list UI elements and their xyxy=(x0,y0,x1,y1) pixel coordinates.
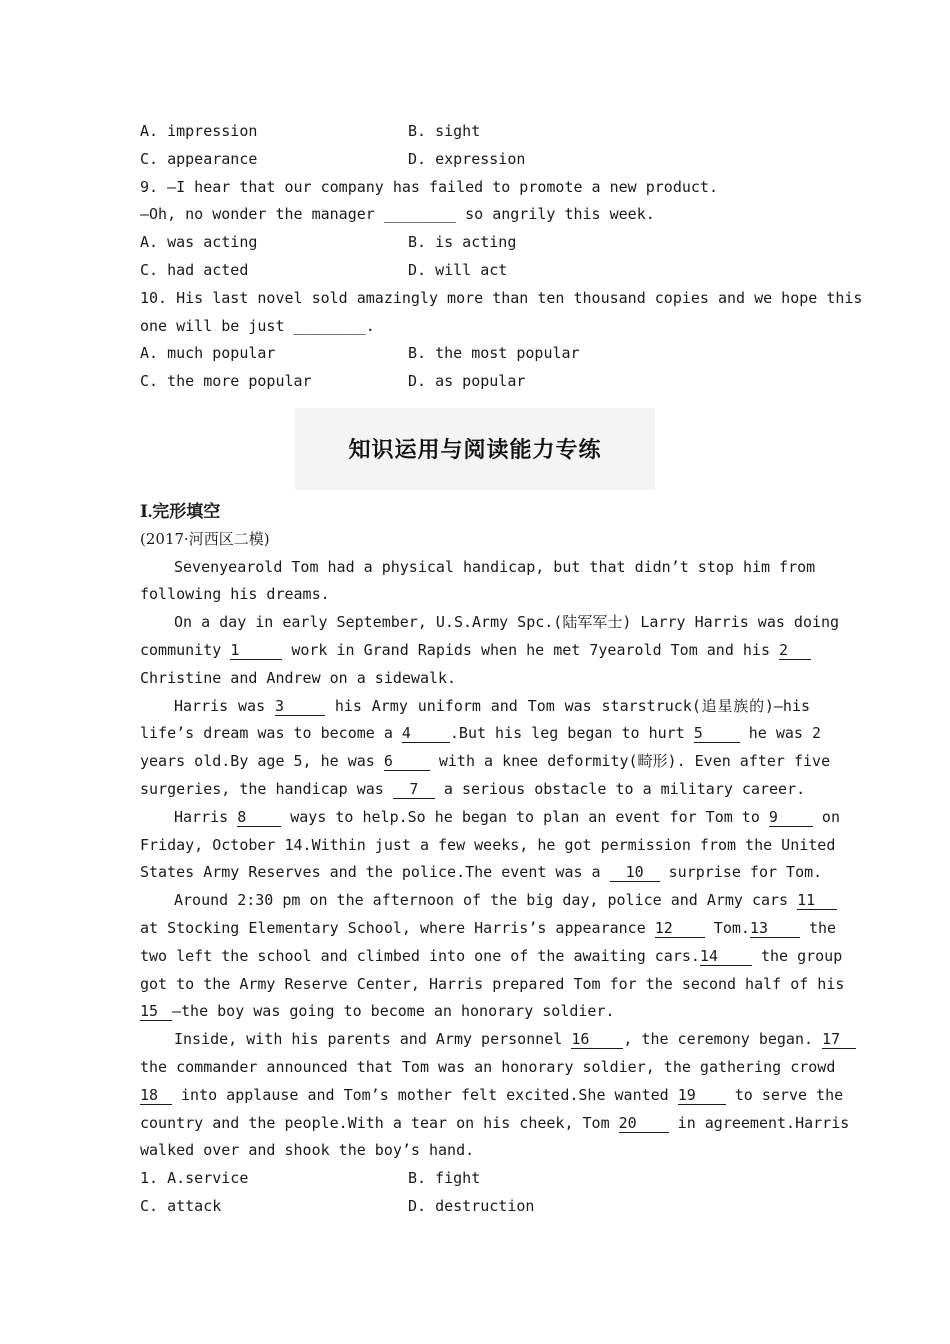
q10-options-row2 xyxy=(140,368,810,396)
q9-option-a[interactable]: A. was acting xyxy=(140,233,258,252)
blank-6[interactable]: 6 xyxy=(384,752,430,771)
blank-14[interactable]: 14 xyxy=(700,947,752,966)
blank-8[interactable]: 8 xyxy=(237,808,281,827)
q1-options-row1 xyxy=(140,1165,810,1193)
blank-19[interactable]: 19 xyxy=(678,1086,726,1105)
passage-line: following his dreams. xyxy=(140,585,330,604)
passage-line: Christine and Andrew on a sidewalk. xyxy=(140,668,457,687)
blank-11[interactable]: 11 xyxy=(797,891,837,910)
passage-line: the commander announced that Tom was an honorary soldier, the gathering crowd xyxy=(140,1057,836,1076)
passage-line: Around 2:30 pm on the afternoon of the big day, police and Army cars 11 xyxy=(140,887,810,915)
blank-7[interactable]: 7 xyxy=(393,780,435,799)
passage-line: 15 —the boy was going to become an honorary soldier. xyxy=(140,1002,615,1021)
blank-1[interactable]: 1 xyxy=(230,641,282,660)
blank-17[interactable]: 17 xyxy=(822,1030,856,1049)
blank-16[interactable]: 16 xyxy=(571,1030,623,1049)
q1-option-d[interactable]: D. destruction xyxy=(408,1196,535,1215)
q8-options-row2 xyxy=(140,146,810,174)
passage-line: got to the Army Reserve Center, Harris prepared Tom for the second half of his xyxy=(140,974,845,993)
q9-blank: ________ xyxy=(383,205,457,224)
blank-9[interactable]: 9 xyxy=(769,808,813,827)
q8-option-d[interactable]: D. expression xyxy=(408,149,526,168)
q8-options-row1 xyxy=(140,118,810,146)
source-note: (2017·河西区二模) xyxy=(140,529,270,548)
passage-line: Friday, October 14.Within just a few weeks, he got permission from the United xyxy=(140,835,836,854)
passage-line: community 1 work in Grand Rapids when he met 7yearold Tom and his 2 xyxy=(140,637,810,665)
blank-18[interactable]: 18 xyxy=(140,1086,172,1105)
blank-2[interactable]: 2 xyxy=(779,641,811,660)
passage-line: Harris 8 ways to help.So he began to plan an event for Tom to 9 on xyxy=(174,807,840,826)
q10-stem: 10. His last novel sold amazingly more than ten thousand copies and we hope this xyxy=(140,288,863,307)
q10-stem-cont: one will be just ________. xyxy=(140,316,375,335)
q8-option-c[interactable]: C. appearance xyxy=(140,149,258,168)
q10-option-d[interactable]: D. as popular xyxy=(408,372,526,391)
blank-10[interactable]: 10 xyxy=(610,863,660,882)
blank-15[interactable]: 15 xyxy=(140,1002,172,1021)
q9-reply-post: so angrily this week. xyxy=(456,205,655,224)
passage-line: surgeries, the handicap was 7 a serious obstacle to a military career. xyxy=(140,779,806,798)
blank-20[interactable]: 20 xyxy=(619,1114,669,1133)
q9-reply-pre: —Oh, no wonder the manager xyxy=(140,205,384,224)
q8-option-a[interactable]: A. impression xyxy=(140,122,258,140)
passage-line: at Stocking Elementary School, where Harris’s appearance 12 Tom.13 the xyxy=(140,918,837,937)
q9-stem-reply xyxy=(140,201,810,229)
q1-option-a[interactable]: 1. A.service xyxy=(140,1169,249,1188)
passage-line: walked over and shook the boy’s hand. xyxy=(140,1141,475,1160)
q10-option-a[interactable]: A. much popular xyxy=(140,344,276,363)
q8-option-b[interactable]: B. sight xyxy=(408,122,481,140)
passage-line: Inside, with his parents and Army personnel 16 , the ceremony began. 17 xyxy=(140,1026,810,1054)
q9-option-d[interactable]: D. will act xyxy=(408,260,508,279)
q1-options-row2 xyxy=(140,1193,810,1221)
passage xyxy=(140,554,850,1166)
q1-option-b[interactable]: B. fight xyxy=(408,1169,481,1188)
passage-line: Harris was 3 his Army uniform and Tom was starstruck(追星族的)—his xyxy=(174,696,811,715)
section-heading xyxy=(140,498,810,526)
blank-13[interactable]: 13 xyxy=(750,919,800,938)
banner-title: 知识运用与阅读能力专练 xyxy=(348,438,602,464)
q1-option-c[interactable]: C. attack xyxy=(140,1196,222,1215)
passage-line: States Army Reserves and the police.The event was a 10 surprise for Tom. xyxy=(140,863,823,882)
passage-line: country and the people.With a tear on his cheek, Tom 20 in agreement.Harris xyxy=(140,1113,850,1132)
blank-12[interactable]: 12 xyxy=(655,919,705,938)
q9-options-row1 xyxy=(140,229,810,257)
blank-3[interactable]: 3 xyxy=(275,697,325,716)
q9-option-b[interactable]: B. is acting xyxy=(408,233,517,252)
document-page xyxy=(140,118,863,1221)
q10-options-row1 xyxy=(140,340,810,368)
passage-line: life’s dream was to become a 4 .But his leg began to hurt 5 he was 2 xyxy=(140,724,822,743)
q9-stem: 9. —I hear that our company has failed to promote a new product. xyxy=(140,177,718,196)
blank-4[interactable]: 4 xyxy=(402,724,450,743)
passage-line: On a day in early September, U.S.Army Spc.(陆军军士) Larry Harris was doing xyxy=(174,613,840,632)
section-banner xyxy=(295,408,655,490)
passage-line: Sevenyearold Tom had a physical handicap, but that didn’t stop him from xyxy=(174,557,816,576)
passage-line: years old.By age 5, he was 6 with a knee deformity(畸形). Even after five xyxy=(140,752,831,771)
passage-line: 18 into applause and Tom’s mother felt excited.She wanted 19 to serve the xyxy=(140,1085,844,1104)
blank-5[interactable]: 5 xyxy=(694,724,740,743)
passage-line: two left the school and climbed into one of the awaiting cars.14 the group xyxy=(140,946,843,965)
q10-option-b[interactable]: B. the most popular xyxy=(408,344,580,363)
q9-option-c[interactable]: C. had acted xyxy=(140,260,249,279)
q9-options-row2 xyxy=(140,257,810,285)
q10-option-c[interactable]: C. the more popular xyxy=(140,372,312,391)
section-label: Ⅰ.完形填空 xyxy=(140,501,221,521)
